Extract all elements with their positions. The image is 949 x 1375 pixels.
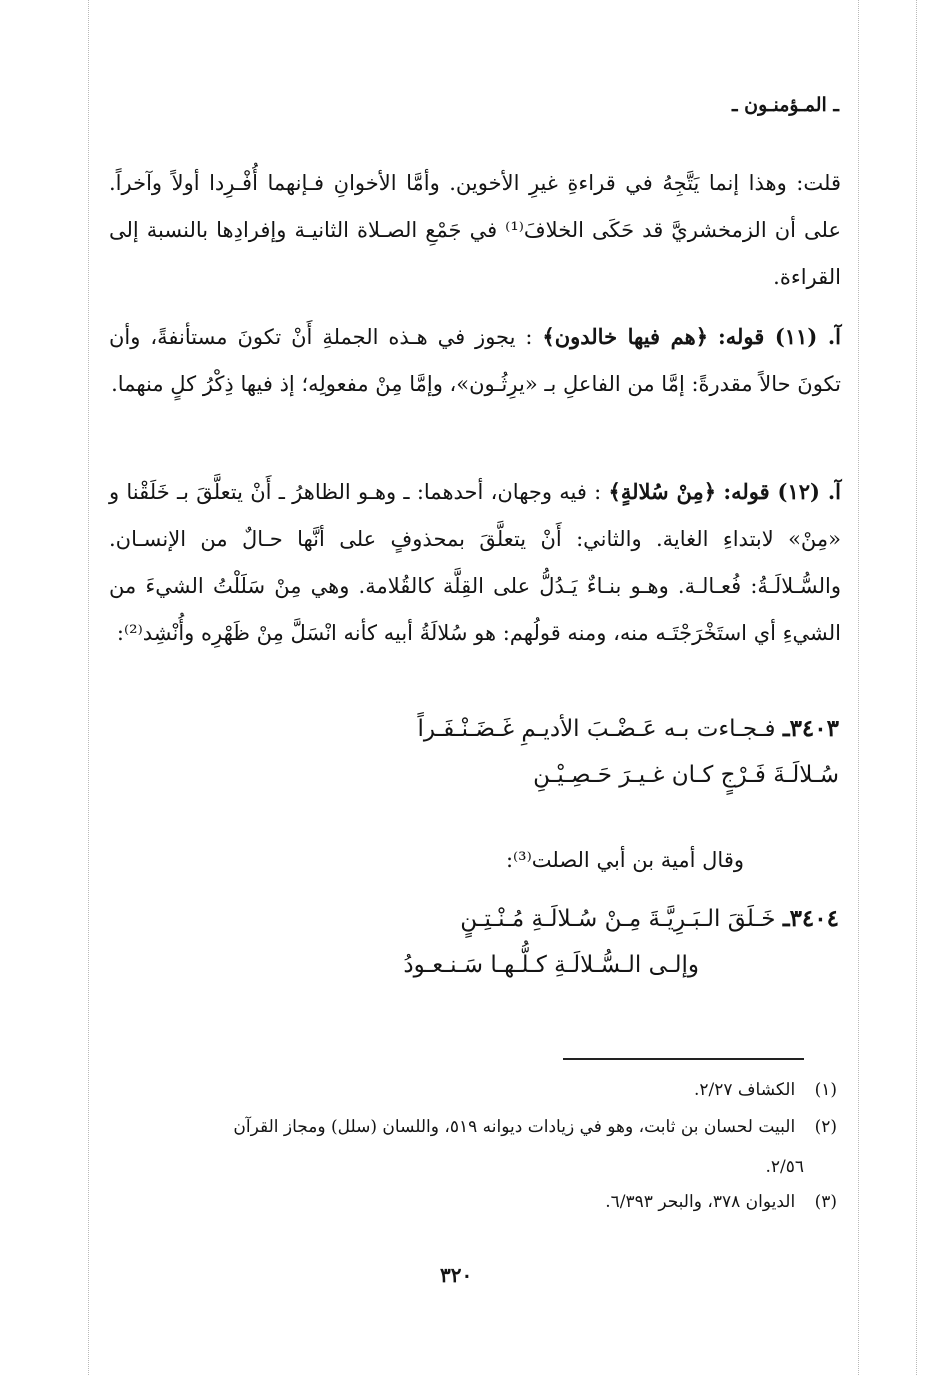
poem-3404-line-2: وإلـى الـسُّـلالَـةِ كـلُّـهـا سَـنـعـودُ (403, 952, 699, 978)
poem-number: ٣٤٠٤ـ (782, 905, 839, 932)
poem-3403-line-1 (417, 715, 839, 742)
footnote-marker: (١) (814, 1080, 837, 1100)
footnote-2-continuation: ٢/٥٦. (765, 1157, 804, 1177)
footnote-divider (563, 1058, 804, 1060)
paragraph-2 (109, 313, 841, 408)
footnote-1 (117, 1073, 837, 1107)
verse-reference: آ. (١٢) قوله: (723, 479, 841, 504)
footnote-text: الكشاف ٢/٢٧. (693, 1080, 796, 1100)
paragraph-1: قلت: وهذا إنما يَتَّجِهُ في قراءةِ غيرِ الأخوين. وأمَّا الأخوانِ فـإنهما أُفْـرِدا أولاً وآخراً. على أن الزمخشريَّ قد حَكَى الخلافَ⁽¹⁾ في جَمْعِ الصـلاة الثانيـة وإفرادِها بالنسبة إلى القراءة. (109, 171, 841, 289)
footnote-text: البيت لحسان بن ثابت، وهو في زيادات ديوانه ٥١٩، واللسان (سلل) ومجاز القرآن (233, 1117, 796, 1137)
footnote-text: الديوان ٣٧٨، والبحر ٦/٣٩٣. (605, 1192, 796, 1212)
poem-hemistich: فـجـاءت بـه عَـضْـبَ الأديـمِ غَـضَـنْـفَـراً (417, 716, 776, 742)
poem-3404-intro: وقال أمية بن أبي الصلت⁽³⁾: (505, 848, 744, 872)
footnote-3 (117, 1185, 837, 1219)
paragraph-3 (109, 468, 841, 657)
footnote-marker: (٢) (814, 1117, 837, 1137)
poem-3403-line-2: سُـلالَـةَ فَـرْجٍ كـان غـيـرَ حَـصِـيْـنِ (533, 762, 839, 788)
quranic-quote: ﴿مِنْ سُلالةٍ﴾ (608, 479, 717, 504)
running-header: ـ المـؤمنـون ـ (731, 94, 839, 116)
footnote-2 (117, 1110, 837, 1144)
poem-3404-line-1 (460, 905, 839, 932)
verse-reference: آ. (١١) قوله: (717, 324, 841, 349)
poem-number: ٣٤٠٣ـ (782, 715, 839, 742)
footnote-marker: (٣) (814, 1192, 837, 1212)
quranic-quote: ﴿هم فيها خالدون﴾ (542, 324, 709, 349)
poem-hemistich: خَـلَقَ الـبَـرِيَّـةَ مِـنْ سُـلالَـةِ مُـنْـتِـنٍ (460, 906, 776, 932)
paragraph-text: : يجوز في هـذه الجملةِ أَنْ تكونَ مستأنفةً، وأن تكونَ حالاً مقدرةً: إمَّا من الفاعلِ بـ «يرِثُـون»، وإمَّا مِنْ مفعولِه؛ إذ فيها ذِكْرُ كلٍ منهما. (109, 325, 841, 396)
page-number: ٣٢٠ (440, 1263, 473, 1287)
scan-artifact-line (858, 0, 859, 1375)
scan-artifact-line (916, 0, 917, 1375)
paragraph-text: : فيه وجهان، أحدهما: ـ وهـو الظاهرُ ـ أَنْ يتعلَّقَ بـ خَلَقْنا و «مِنْ» لابتداءِ الغاية. والثاني: أَنْ يتعلَّقَ بمحذوفٍ على أنَّها حـالٌ من الإنسـان. والسُّـلالَـةُ: فُعـالـة. وهـو بنـاءٌ يَـدُلُّ على القِلَّة كالقُلامة. وهي مِنْ سَلَلْتُ الشيءَ من الشيءِ أي استَخْرَجْتَـه منه، ومنه قولُهم: هو سُلالَةُ أبيه كأنه انْسَلَّ مِنْ ظَهْرِه وأُنْشِد⁽²⁾: (109, 480, 841, 645)
